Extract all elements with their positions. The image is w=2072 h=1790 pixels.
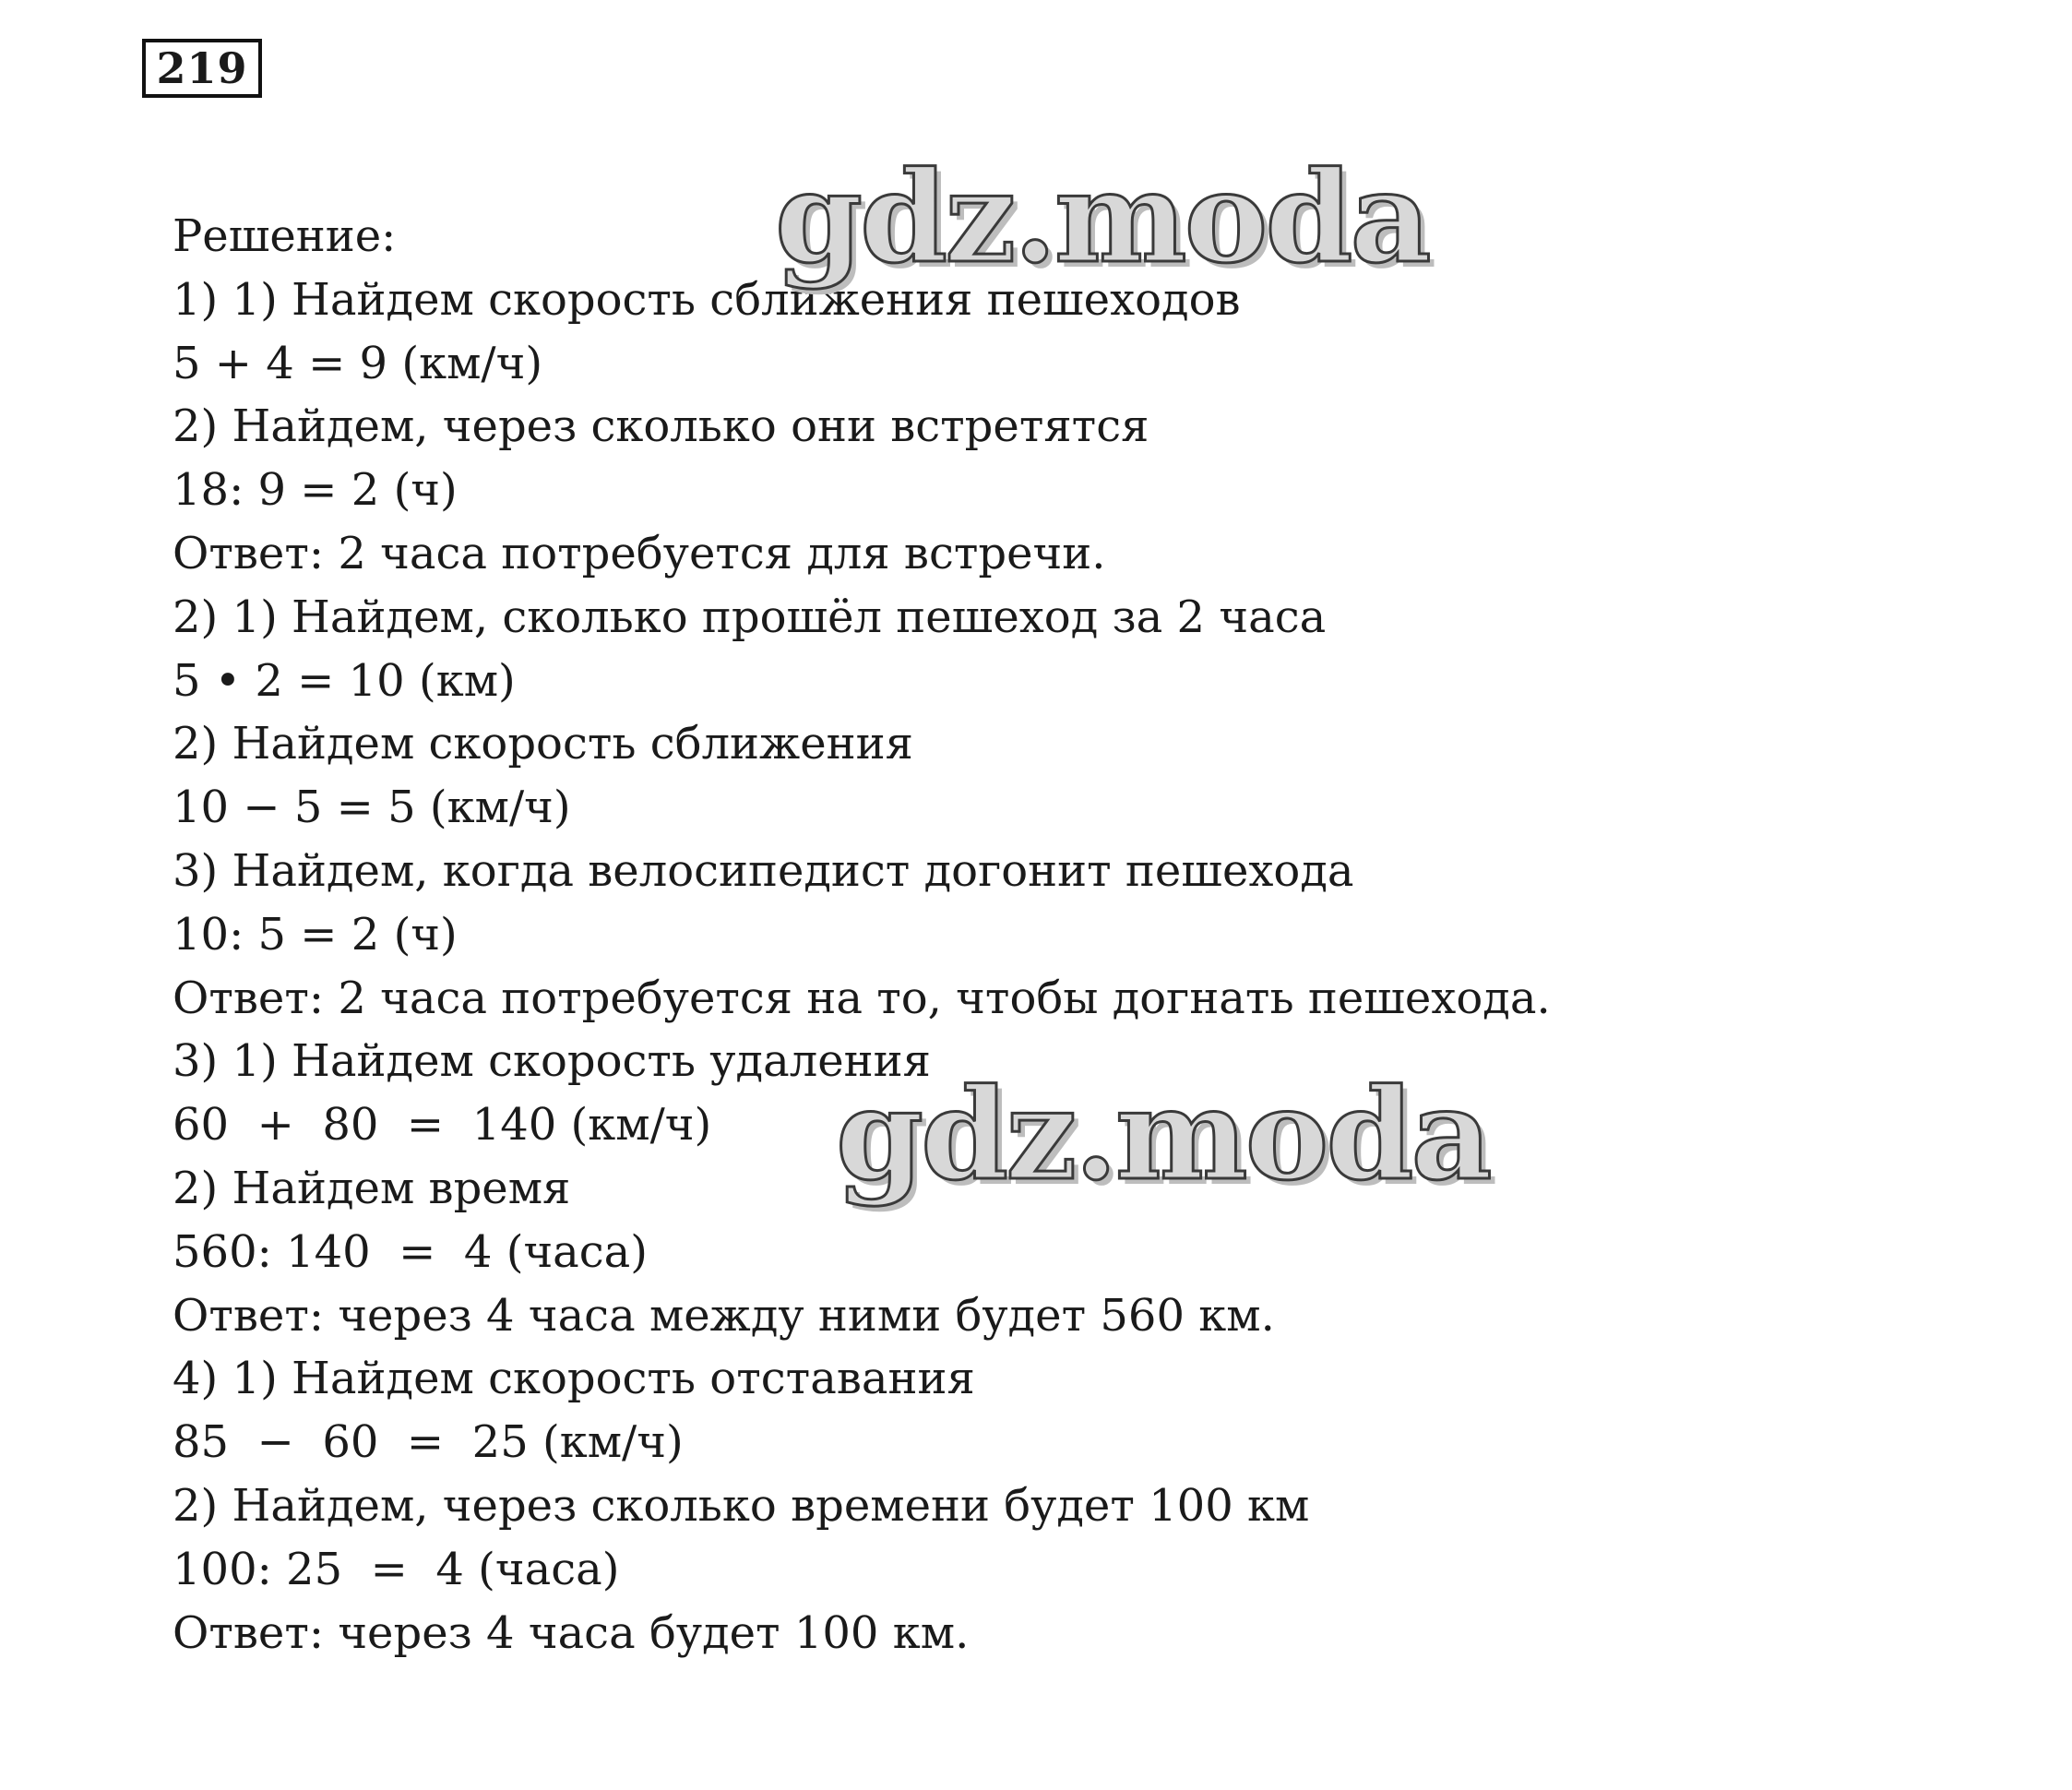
watermark-logo: gdz.moda	[836, 1061, 1490, 1209]
solution-line: 18: 9 = 2 (ч)	[173, 464, 458, 517]
solution-line: Ответ: через 4 часа будет 100 км.	[173, 1606, 970, 1659]
solution-line: 3) Найдем, когда велосипедист догонит пешехода	[173, 844, 1354, 897]
solution-text	[173, 205, 1925, 1665]
solution-line: 85 − 60 = 25 (км/ч)	[173, 1416, 684, 1469]
solution-line: 2) Найдем скорость сближения	[173, 718, 913, 770]
solution-line: 3) 1) Найдем скорость удаления	[173, 1035, 931, 1088]
solution-line: 560: 140 = 4 (часа)	[173, 1225, 649, 1278]
solution-line: 1) 1) Найдем скорость сближения пешеходов	[173, 273, 1241, 326]
watermark-logo: gdz.moda	[775, 144, 1429, 292]
solution-line: 2) 1) Найдем, сколько прошёл пешеход за 2 часа	[173, 591, 1327, 643]
solution-line: 60 + 80 = 140 (км/ч)	[173, 1099, 712, 1152]
solution-line: 100: 25 = 4 (часа)	[173, 1543, 620, 1595]
solution-line: 10: 5 = 2 (ч)	[173, 908, 458, 961]
solution-line: 5 + 4 = 9 (км/ч)	[173, 337, 543, 389]
solution-line: 10 − 5 = 5 (км/ч)	[173, 782, 571, 834]
solution-line: 5 • 2 = 10 (км)	[173, 654, 516, 707]
solution-line: Решение:	[173, 210, 397, 262]
problem-number-box: 219	[142, 39, 262, 98]
solution-line: Ответ: 2 часа потребуется на то, чтобы догнать пешехода.	[173, 972, 1551, 1024]
solution-line: 2) Найдем, через сколько они встретятся	[173, 400, 1149, 453]
solution-line: 2) Найдем время	[173, 1162, 571, 1214]
solution-line: 4) 1) Найдем скорость отставания	[173, 1353, 975, 1405]
solution-line: Ответ: 2 часа потребуется для встречи.	[173, 527, 1106, 579]
solution-line: Ответ: через 4 часа между ними будет 560 км.	[173, 1289, 1275, 1342]
solution-line: 2) Найдем, через сколько времени будет 100 км	[173, 1479, 1310, 1532]
